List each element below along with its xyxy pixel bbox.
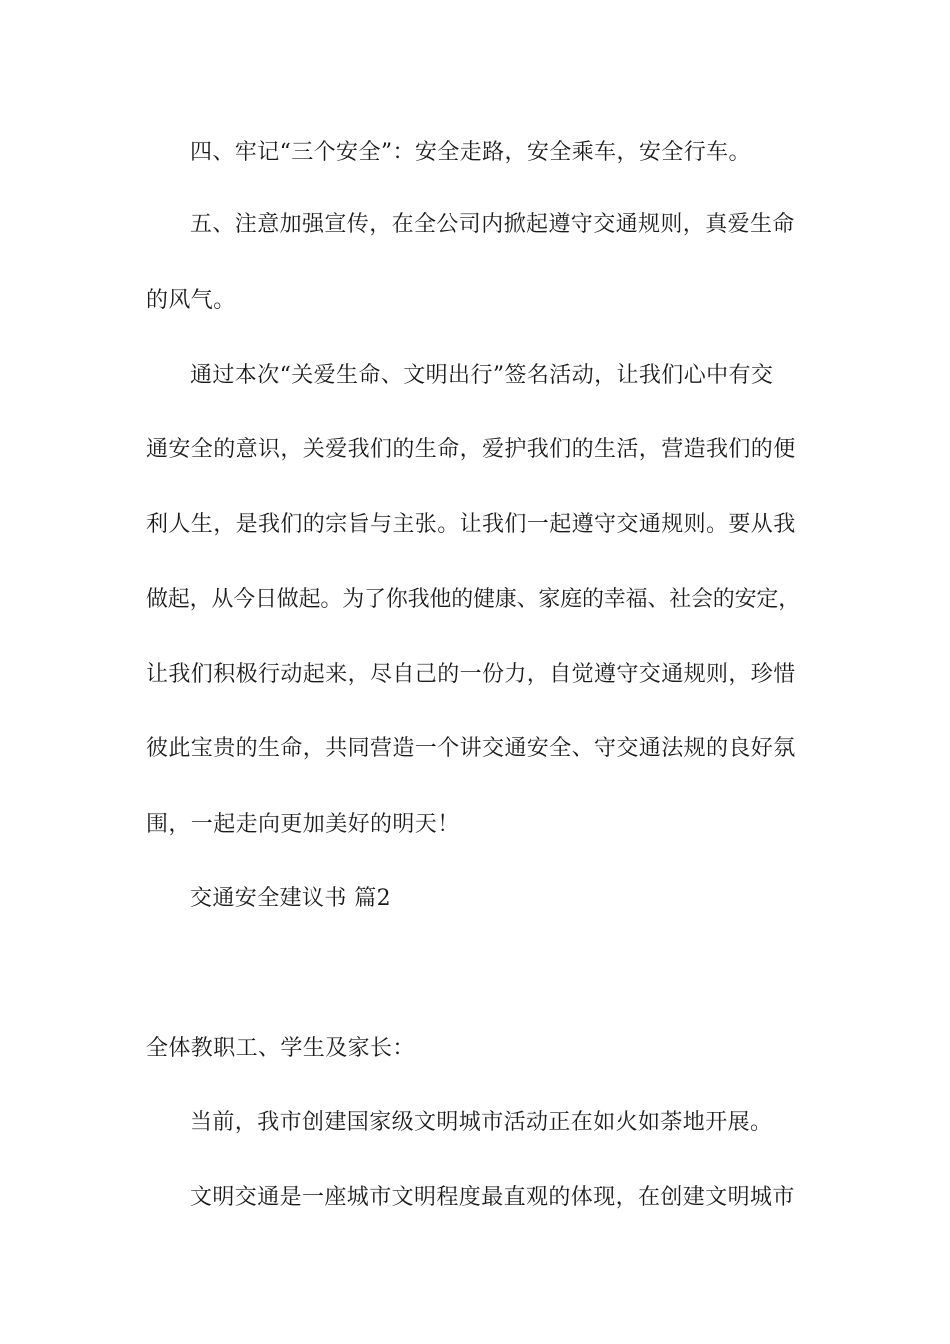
paragraph-line: 做起，从今日做起。为了你我他的健康、家庭的幸福、社会的安定， <box>146 587 801 612</box>
paragraph-line: 文明交通是一座城市文明程度最直观的体现，在创建文明城市 <box>190 1185 795 1210</box>
paragraph-line: 当前，我市创建国家级文明城市活动正在如火如荼地开展。 <box>190 1110 773 1135</box>
paragraph-line: 让我们积极行动起来，尽自己的一份力，自觉遵守交通规则，珍惜 <box>146 662 796 687</box>
paragraph-line: 四、牢记“三个安全”：安全走路，安全乘车，安全行车。 <box>190 140 751 165</box>
paragraph-line: 彼此宝贵的生命，共同营造一个讲交通安全、守交通法规的良好氛 <box>146 736 796 761</box>
paragraph-line: 利人生，是我们的宗旨与主张。让我们一起遵守交通规则。要从我 <box>146 512 796 537</box>
paragraph-line: 通过本次“关爱生命、文明出行”签名活动，让我们心中有交 <box>190 363 774 388</box>
section-heading: 交通安全建议书 篇2 <box>190 886 391 911</box>
paragraph-line: 五、注意加强宣传，在全公司内掀起遵守交通规则，真爱生命 <box>190 212 795 237</box>
paragraph-line: 围，一起走向更加美好的明天！ <box>146 812 460 837</box>
paragraph-line: 的风气。 <box>146 288 236 313</box>
paragraph-line: 通安全的意识，关爱我们的生命，爱护我们的生活，营造我们的便 <box>146 437 796 462</box>
salutation: 全体教职工、学生及家长： <box>146 1036 415 1061</box>
